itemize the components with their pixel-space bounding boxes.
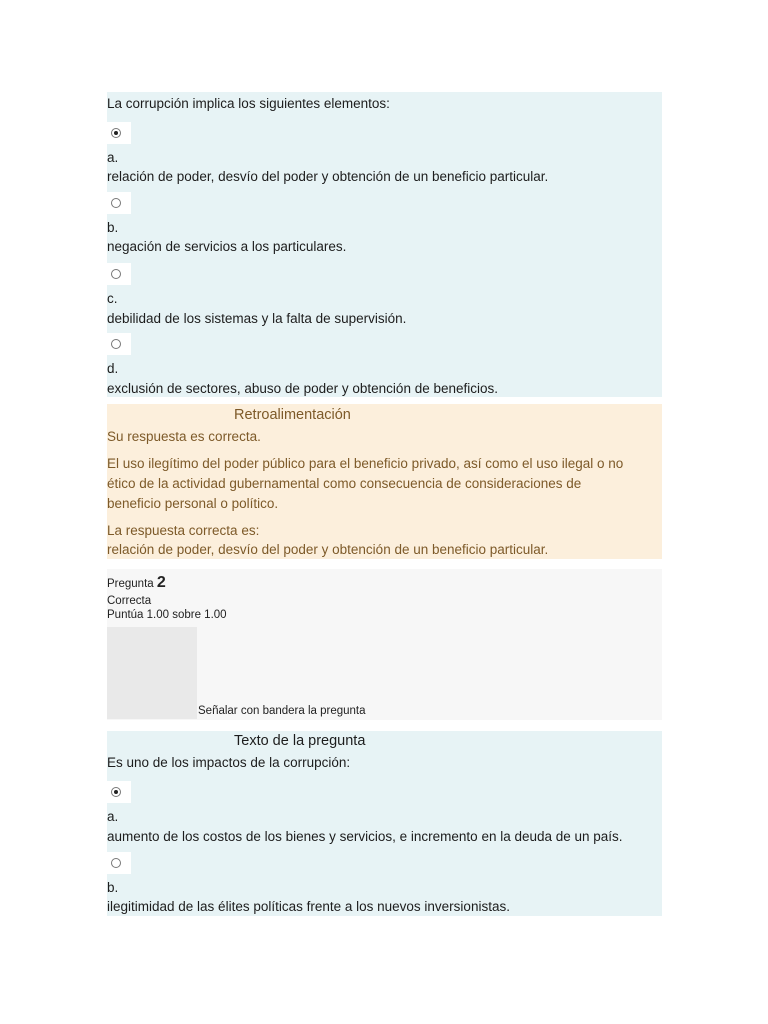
question-label: Pregunta bbox=[107, 578, 154, 590]
question-1-block bbox=[107, 92, 662, 397]
option-b-letter: b. bbox=[107, 880, 119, 895]
option-d-radio-box[interactable] bbox=[107, 333, 131, 355]
feedback-correct-label: La respuesta correcta es: bbox=[107, 523, 260, 538]
question-1-prompt: La corrupción implica los siguientes elementos: bbox=[107, 96, 390, 111]
option-c-letter: c. bbox=[107, 291, 118, 306]
question-score: Puntúa 1.00 sobre 1.00 bbox=[107, 609, 227, 621]
radio-unchecked-icon[interactable] bbox=[111, 269, 121, 279]
option-d-letter: d. bbox=[107, 361, 119, 376]
option-a-letter: a. bbox=[107, 150, 119, 165]
feedback-explanation-line-3: beneficio personal o político. bbox=[107, 496, 279, 511]
option-b-radio-box[interactable] bbox=[107, 852, 131, 874]
option-b-text[interactable]: negación de servicios a los particulares. bbox=[107, 239, 347, 254]
option-a-letter: a. bbox=[107, 809, 119, 824]
question-2-block bbox=[107, 731, 662, 916]
question-text-title: Texto de la pregunta bbox=[234, 733, 366, 749]
question-state: Correcta bbox=[107, 595, 152, 607]
feedback-title: Retroalimentación bbox=[234, 407, 351, 423]
feedback-status: Su respuesta es correcta. bbox=[107, 429, 261, 444]
option-c-text[interactable]: debilidad de los sistemas y la falta de supervisión. bbox=[107, 311, 407, 326]
flag-icon-placeholder[interactable] bbox=[107, 627, 197, 719]
radio-unchecked-icon[interactable] bbox=[111, 339, 121, 349]
option-a-text[interactable]: relación de poder, desvío del poder y obtención de un beneficio particular. bbox=[107, 169, 549, 184]
feedback-correct-answer: relación de poder, desvío del poder y obtención de un beneficio particular. bbox=[107, 542, 549, 557]
option-b-text[interactable]: ilegitimidad de las élites políticas frente a los nuevos inversionistas. bbox=[107, 899, 510, 914]
option-c-radio-box[interactable] bbox=[107, 263, 131, 285]
radio-unchecked-icon[interactable] bbox=[111, 858, 121, 868]
question-number: 2 bbox=[156, 574, 166, 591]
option-a-radio-box[interactable] bbox=[107, 781, 131, 803]
question-number-heading bbox=[107, 574, 166, 592]
question-2-info-block bbox=[107, 569, 662, 720]
option-d-text[interactable]: exclusión de sectores, abuso de poder y obtención de beneficios. bbox=[107, 381, 499, 396]
radio-checked-icon[interactable] bbox=[111, 787, 121, 797]
option-a-radio-box[interactable] bbox=[107, 122, 131, 144]
question-2-prompt: Es uno de los impactos de la corrupción: bbox=[107, 755, 351, 770]
flag-question-link[interactable]: Señalar con bandera la pregunta bbox=[198, 705, 366, 717]
option-a-text[interactable]: aumento de los costos de los bienes y servicios, e incremento en la deuda de un país. bbox=[107, 829, 623, 844]
feedback-explanation-line-2: ético de la actividad gubernamental como consecuencia de consideraciones de bbox=[107, 476, 582, 491]
feedback-explanation-line-1: El uso ilegítimo del poder público para el beneficio privado, así como el uso ilegal o no bbox=[107, 456, 624, 471]
option-b-letter: b. bbox=[107, 220, 119, 235]
feedback-block bbox=[107, 404, 662, 559]
radio-checked-icon[interactable] bbox=[111, 128, 121, 138]
radio-unchecked-icon[interactable] bbox=[111, 198, 121, 208]
option-b-radio-box[interactable] bbox=[107, 192, 131, 214]
